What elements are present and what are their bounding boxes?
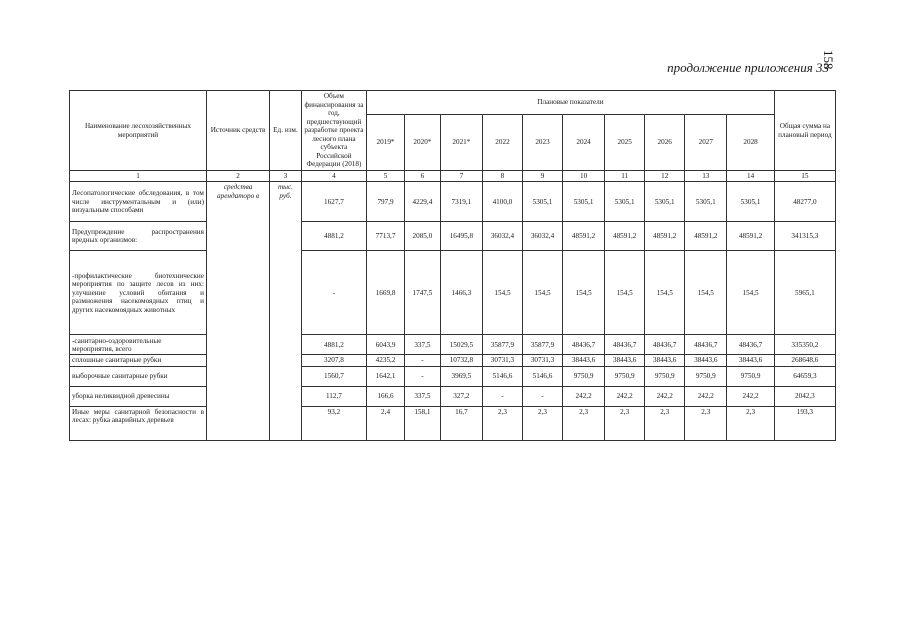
cell-value: 36032,4 — [522, 222, 562, 251]
table-row — [70, 355, 836, 366]
cell-value: 48436,7 — [727, 335, 774, 355]
cell-value: 154,5 — [605, 251, 645, 335]
cell-value: 2042,3 — [774, 386, 835, 406]
cell-value: 48277,0 — [774, 182, 835, 222]
cell-value: - — [301, 251, 366, 335]
col-number: 11 — [605, 171, 645, 182]
cell-value: 2,3 — [685, 406, 727, 440]
col-number: 15 — [774, 171, 835, 182]
cell-value: 93,2 — [301, 406, 366, 440]
unit-cell: тыс. руб. — [270, 182, 302, 440]
cell-value: 5305,1 — [522, 182, 562, 222]
source-cell: средства арендаторо в — [206, 182, 269, 440]
cell-value: 9750,9 — [645, 366, 685, 386]
header-planned: Плановые показатели — [367, 91, 775, 115]
header-year: 2026 — [645, 115, 685, 171]
cell-value: 5305,1 — [645, 182, 685, 222]
cell-value: 6043,9 — [367, 335, 405, 355]
header-year: 2020* — [405, 115, 441, 171]
cell-value: 5305,1 — [685, 182, 727, 222]
header-unit: Ед. изм. — [270, 91, 302, 171]
cell-value: 242,2 — [605, 386, 645, 406]
cell-value: 154,5 — [645, 251, 685, 335]
header-year: 2027 — [685, 115, 727, 171]
cell-value: 1669,8 — [367, 251, 405, 335]
cell-value: 38443,6 — [605, 355, 645, 366]
cell-value: 242,2 — [645, 386, 685, 406]
cell-value: 154,5 — [563, 251, 605, 335]
col-number: 1 — [70, 171, 207, 182]
cell-value: 5965,1 — [774, 251, 835, 335]
table-row — [70, 335, 836, 355]
cell-value: 5305,1 — [563, 182, 605, 222]
cell-value: 48591,2 — [685, 222, 727, 251]
cell-value: 242,2 — [563, 386, 605, 406]
cell-value: 48436,7 — [605, 335, 645, 355]
cell-value: 4100,0 — [482, 182, 522, 222]
col-number: 5 — [367, 171, 405, 182]
cell-value: 38443,6 — [563, 355, 605, 366]
cell-value: 3969,5 — [440, 366, 482, 386]
cell-value: 4235,2 — [367, 355, 405, 366]
header-source: Источник средств — [206, 91, 269, 171]
header-year: 2024 — [563, 115, 605, 171]
header-year: 2019* — [367, 115, 405, 171]
continuation-caption: продолжение приложения 33 — [667, 60, 829, 75]
table-row — [70, 182, 836, 222]
header-volume: Объем финансирования за год, предшествующий разработке проекта лесного плана субъекта Российской Федерации (2018) — [301, 91, 366, 171]
cell-value: - — [482, 386, 522, 406]
cell-value: 48436,7 — [685, 335, 727, 355]
header-total: Общая сумма на плановый период — [774, 91, 835, 171]
cell-value: 154,5 — [482, 251, 522, 335]
cell-value: 35877,9 — [482, 335, 522, 355]
cell-value: 154,5 — [685, 251, 727, 335]
table-row — [70, 406, 836, 440]
row-name: -профилактические биотехнические мероприятия по защите лесов из них: улучшение условий обитания и размножения насекомоядных птиц и других насекомоядных животных — [70, 251, 207, 335]
cell-value: 48436,7 — [645, 335, 685, 355]
cell-value: 36032,4 — [482, 222, 522, 251]
column-number-row — [70, 171, 836, 182]
cell-value: 15029,5 — [440, 335, 482, 355]
cell-value: 2,3 — [645, 406, 685, 440]
row-name: сплошные санитарные рубки — [70, 355, 207, 366]
col-number: 9 — [522, 171, 562, 182]
row-name: Иные меры санитарной безопасности в лесах: рубка аварийных деревьев — [70, 406, 207, 440]
col-number: 14 — [727, 171, 774, 182]
col-number: 10 — [563, 171, 605, 182]
cell-value: 4881,2 — [301, 335, 366, 355]
row-name: Лесопатологические обследования, в том числе инструментальным и (или) визуальным способами — [70, 182, 207, 222]
cell-value: 64659,3 — [774, 366, 835, 386]
row-name: Предупреждение распространения вредных организмов: — [70, 222, 207, 251]
cell-value: 797,9 — [367, 182, 405, 222]
planned-indicators-table — [69, 90, 836, 441]
col-number: 13 — [685, 171, 727, 182]
cell-value: 48591,2 — [563, 222, 605, 251]
table-row — [70, 366, 836, 386]
header-year: 2028 — [727, 115, 774, 171]
cell-value: 5146,6 — [482, 366, 522, 386]
cell-value: 48591,2 — [727, 222, 774, 251]
header-year: 2021* — [440, 115, 482, 171]
cell-value: 4229,4 — [405, 182, 441, 222]
header-year: 2022 — [482, 115, 522, 171]
cell-value: 9750,9 — [685, 366, 727, 386]
cell-value: - — [405, 366, 441, 386]
header-year: 2025 — [605, 115, 645, 171]
header-name: Наименование лесохозяйственных мероприятий — [70, 91, 207, 171]
cell-value: 48591,2 — [605, 222, 645, 251]
cell-value: 1747,5 — [405, 251, 441, 335]
cell-value: 341315,3 — [774, 222, 835, 251]
cell-value: 2,3 — [522, 406, 562, 440]
cell-value: 5305,1 — [727, 182, 774, 222]
cell-value: 5305,1 — [605, 182, 645, 222]
col-number: 8 — [482, 171, 522, 182]
cell-value: 9750,9 — [727, 366, 774, 386]
cell-value: 38443,6 — [685, 355, 727, 366]
page-number: 158 — [821, 50, 836, 70]
cell-value: 38443,6 — [727, 355, 774, 366]
row-name: уборка неликвидной древесины — [70, 386, 207, 406]
cell-value: 2085,0 — [405, 222, 441, 251]
col-number: 7 — [440, 171, 482, 182]
cell-value: 7319,1 — [440, 182, 482, 222]
cell-value: - — [522, 386, 562, 406]
cell-value: 154,5 — [522, 251, 562, 335]
cell-value: 337,5 — [405, 335, 441, 355]
cell-value: 2,3 — [727, 406, 774, 440]
cell-value: 9750,9 — [605, 366, 645, 386]
cell-value: - — [405, 355, 441, 366]
cell-value: 4881,2 — [301, 222, 366, 251]
cell-value: 158,1 — [405, 406, 441, 440]
col-number: 6 — [405, 171, 441, 182]
cell-value: 2,3 — [482, 406, 522, 440]
cell-value: 30731,3 — [522, 355, 562, 366]
cell-value: 9750,9 — [563, 366, 605, 386]
cell-value: 7713,7 — [367, 222, 405, 251]
cell-value: 16495,8 — [440, 222, 482, 251]
cell-value: 154,5 — [727, 251, 774, 335]
cell-value: 48591,2 — [645, 222, 685, 251]
cell-value: 335350,2 — [774, 335, 835, 355]
cell-value: 38443,6 — [645, 355, 685, 366]
cell-value: 30731,3 — [482, 355, 522, 366]
cell-value: 242,2 — [685, 386, 727, 406]
cell-value: 112,7 — [301, 386, 366, 406]
cell-value: 2,3 — [605, 406, 645, 440]
cell-value: 242,2 — [727, 386, 774, 406]
col-number: 12 — [645, 171, 685, 182]
cell-value: 1642,1 — [367, 366, 405, 386]
table-row — [70, 386, 836, 406]
cell-value: 5146,6 — [522, 366, 562, 386]
col-number: 4 — [301, 171, 366, 182]
row-name: -санитарно-оздоровительные мероприятия, всего — [70, 335, 207, 355]
cell-value: 2,3 — [563, 406, 605, 440]
cell-value: 48436,7 — [563, 335, 605, 355]
cell-value: 16,7 — [440, 406, 482, 440]
cell-value: 268648,6 — [774, 355, 835, 366]
cell-value: 10732,8 — [440, 355, 482, 366]
cell-value: 2,4 — [367, 406, 405, 440]
cell-value: 327,2 — [440, 386, 482, 406]
table-row — [70, 222, 836, 251]
cell-value: 1627,7 — [301, 182, 366, 222]
cell-value: 1560,7 — [301, 366, 366, 386]
cell-value: 337,5 — [405, 386, 441, 406]
col-number: 2 — [206, 171, 269, 182]
table-row — [70, 251, 836, 335]
header-year: 2023 — [522, 115, 562, 171]
cell-value: 1466,3 — [440, 251, 482, 335]
col-number: 3 — [270, 171, 302, 182]
cell-value: 3207,8 — [301, 355, 366, 366]
cell-value: 166,6 — [367, 386, 405, 406]
row-name: выборочные санитарные рубки — [70, 366, 207, 386]
cell-value: 193,3 — [774, 406, 835, 440]
cell-value: 35877,9 — [522, 335, 562, 355]
